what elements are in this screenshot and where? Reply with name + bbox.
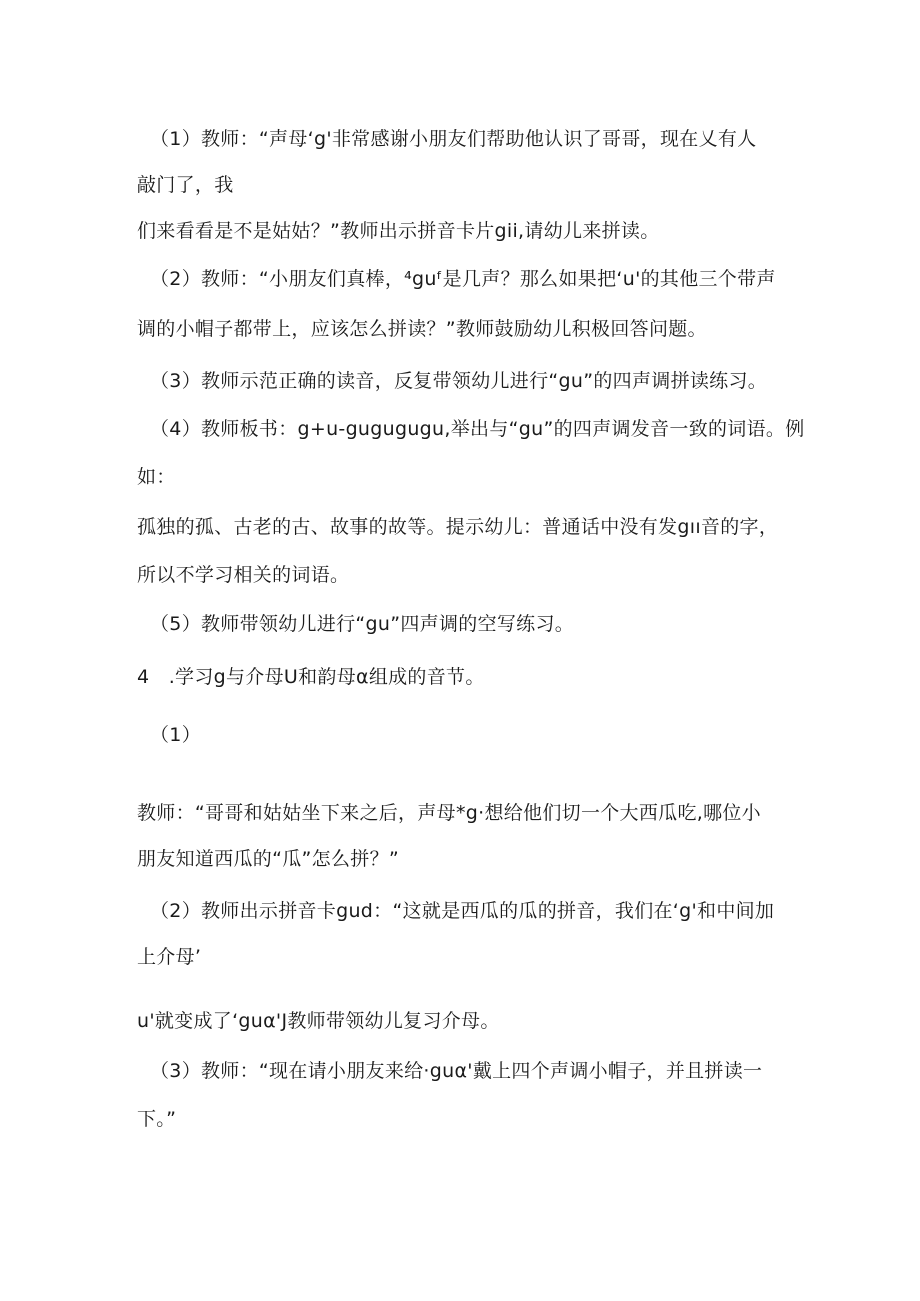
paragraph-6-line-2: 朋友知道西瓜的“瓜”怎么拼？” xyxy=(137,848,400,870)
paragraph-8-line-2: 下。” xyxy=(137,1108,177,1130)
paragraph-7-line-3: u'就变成了‘guα'J教师带领幼儿复习介母。 xyxy=(137,1010,500,1032)
paragraph-4-line-4: 所以不学习相关的词语。 xyxy=(137,564,350,586)
paragraph-4-line-3: 孤独的孤、古老的古、故事的故等。提示幼儿：普通话中没有发gıı音的字， xyxy=(137,516,779,538)
paragraph-3: （3）教师示范正确的读音，反复带领幼儿进行“gu”的四声调拼读练习。 xyxy=(150,370,768,392)
paragraph-1-line-3: 们来看看是不是姑姑？”教师出示拼音卡片gii,请幼儿来拼读。 xyxy=(137,220,660,242)
paragraph-7-line-1: （2）教师出示拼音卡gud：“这就是西瓜的瓜的拼音，我们在‘g'和中间加 xyxy=(150,900,775,922)
item-1-label: （1） xyxy=(150,724,201,746)
paragraph-2-line-1: （2）教师：“小朋友们真棒，⁴guᶠ是几声？那么如果把‘u'的其他三个带声 xyxy=(150,268,776,290)
paragraph-4-line-2: 如： xyxy=(137,466,176,488)
paragraph-1-line-1: （1）教师：“声母‘g'非常感谢小朋友们帮助他认识了哥哥，现在乂有人 xyxy=(150,128,757,150)
paragraph-4-line-1: （4）教师板书：g+u-gugugugu,举出与“gu”的四声调发音一致的词语。例 xyxy=(150,418,805,440)
paragraph-1-line-2: 敲门了，我 xyxy=(137,174,234,196)
paragraph-8-line-1: （3）教师：“现在请小朋友来给·guα'戴上四个声调小帽子，并且拼读一 xyxy=(150,1060,763,1082)
paragraph-7-line-2: 上介母’ xyxy=(137,946,202,968)
paragraph-2-line-2: 调的小帽子都带上，应该怎么拼读？”教师鼓励幼儿积极回答问题。 xyxy=(137,318,707,340)
paragraph-5: （5）教师带领幼儿进行“gu”四声调的空写练习。 xyxy=(150,613,575,635)
paragraph-6-line-1: 教师：“哥哥和姑姑坐下来之后，声母*g·想给他们切一个大西瓜吃,哪位小 xyxy=(137,802,761,824)
section-heading-4: 4 .学习g与介母U和韵母α组成的音节。 xyxy=(137,666,485,688)
